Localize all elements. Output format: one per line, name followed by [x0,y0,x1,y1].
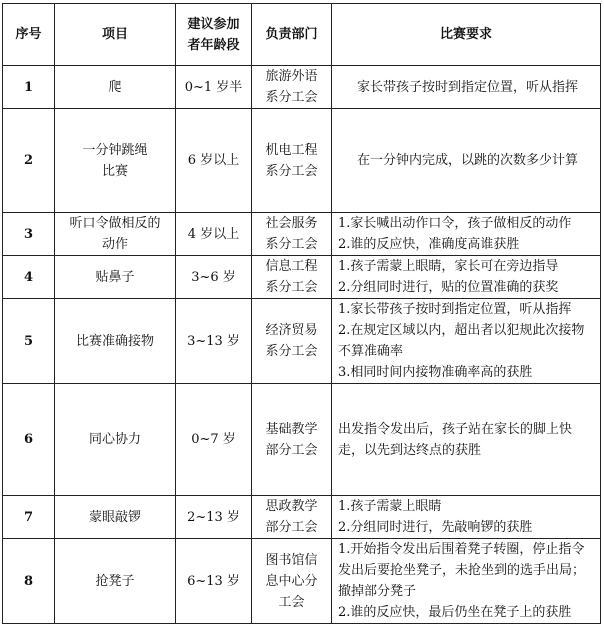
item-name [55,539,176,624]
req-line: 2.谁的反应快，最后仍坐在凳子上的获胜 [338,605,572,620]
department [252,299,332,384]
age-range: 6~13 岁 [176,539,252,624]
item-name [55,384,176,496]
item-name [55,256,176,299]
requirements [332,496,601,539]
req-line: 家长带孩子按时到指定位置，听从指挥 [356,79,578,95]
item-name [55,213,176,256]
department [252,109,332,213]
req-line: 1.家长喊出动作口令，孩子做相反的动作 [338,216,572,231]
dept-line: 系分工会 [265,90,318,105]
competition-table [2,3,601,624]
req-line: 2.谁的反应快，准确度高谁获胜 [338,237,520,252]
dept-line: 基础教学 [265,421,318,437]
dept-line: 社会服务 [265,216,318,231]
requirements [332,384,601,496]
req-line: 1.孩子需蒙上眼睛 [338,499,442,514]
item-line: 爬 [108,79,122,95]
department [252,66,332,109]
item-line: 同心协力 [88,432,141,447]
requirements [332,66,601,109]
dept-line: 息中心分 [265,573,318,589]
header-age [176,4,252,66]
dept-line: 思政教学 [265,499,318,514]
row-number: 6 [3,384,55,496]
req-line: 3.相同时间内接物准确率高的获胜 [338,365,533,380]
item-name [55,109,176,213]
item-name [55,66,176,109]
header-no: 序号 [3,4,55,66]
row-number: 7 [3,496,55,539]
header-row [3,4,601,66]
dept-line: 旅游外语 [265,69,318,84]
dept-line: 系分工会 [265,344,318,359]
item-line: 抢凳子 [95,573,135,589]
table-row [3,66,601,109]
item-line: 蒙眼敲锣 [88,509,141,525]
item-line: 比赛准确接物 [75,333,154,349]
req-line: 2.分组同时进行，贴的位置准确的获奖 [338,280,559,295]
department [252,256,332,299]
age-range: 2~13 岁 [176,496,252,539]
table-row [3,299,601,384]
dept-line: 机电工程 [265,142,318,158]
age-range: 3~13 岁 [176,299,252,384]
item-line: 动作 [101,237,128,252]
requirements [332,256,601,299]
table-row [3,539,601,624]
item-line: 一分钟跳绳 [82,142,148,158]
req-line: 2.分组同时进行，先敲响锣的获胜 [338,520,533,535]
dept-line: 部分工会 [265,442,318,458]
table-row [3,496,601,539]
age-range: 6 岁以上 [176,109,252,213]
header-requirements: 比赛要求 [332,4,601,66]
row-number: 2 [3,109,55,213]
item-line: 听口令做相反的 [69,216,161,231]
header-age-line: 建议参加 [187,16,240,32]
req-line: 1.开始指令发出后围着凳子转圈，停止指令 [338,542,585,557]
item-name [55,496,176,539]
header-item: 项目 [55,4,176,66]
age-range: 4 岁以上 [176,213,252,256]
req-line: 在一分钟内完成，以跳的次数多少计算 [356,153,578,168]
department [252,213,332,256]
row-number: 8 [3,539,55,624]
requirements [332,299,601,384]
item-line: 贴鼻子 [95,269,135,285]
requirements [332,539,601,624]
row-number: 5 [3,299,55,384]
header-age-line: 者年龄段 [187,37,240,53]
item-name [55,299,176,384]
age-range: 3~6 岁 [176,256,252,299]
req-line: 1.孩子需蒙上眼睛，家长可在旁边指导 [338,259,559,274]
dept-line: 系分工会 [265,280,318,295]
req-line: 撤掉部分凳子 [338,584,417,599]
table-row [3,109,601,213]
age-range: 0~7 岁 [176,384,252,496]
req-line: 2.在规定区域以内，超出者以犯规此次接物 [338,323,585,338]
department [252,539,332,624]
table-row [3,213,601,256]
req-line: 不算准确率 [338,344,404,359]
req-line: 发出后要抢坐凳子，未抢坐到的选手出局； [338,563,586,578]
dept-line: 系分工会 [265,163,318,179]
header-dept: 负责部门 [252,4,332,66]
department [252,496,332,539]
dept-line: 图书馆信 [265,552,318,568]
requirements [332,109,601,213]
row-number: 1 [3,66,55,109]
req-line: 1.家长带孩子按时到指定位置，听从指挥 [338,302,572,317]
department [252,384,332,496]
dept-line: 系分工会 [265,237,318,252]
item-line: 比赛 [101,163,128,179]
req-line: 走，以先到达终点的获胜 [338,442,482,458]
row-number: 3 [3,213,55,256]
dept-line: 部分工会 [265,520,318,535]
row-number: 4 [3,256,55,299]
req-line: 出发指令发出后，孩子站在家长的脚上快 [338,421,573,437]
dept-line: 经济贸易 [265,323,318,338]
dept-line: 信息工程 [265,259,318,274]
table-row [3,256,601,299]
table-row [3,384,601,496]
requirements [332,213,601,256]
age-range: 0~1 岁半 [176,66,252,109]
dept-line: 工会 [278,594,305,610]
